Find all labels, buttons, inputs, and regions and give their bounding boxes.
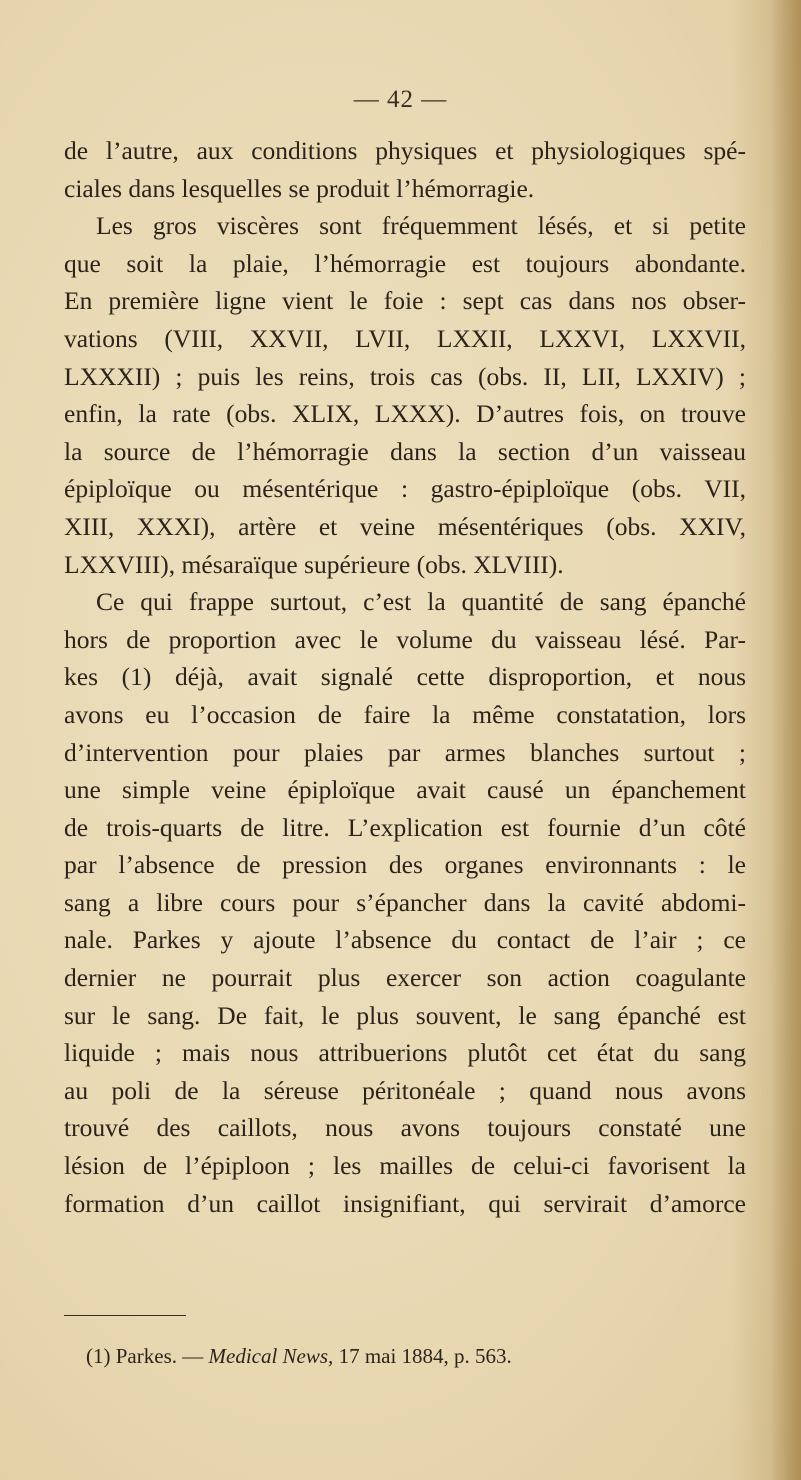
text-line: LXXXII) ; puis les reins, trois cas (obs. II, LII, LXXIV) ; [64,361,746,391]
text-line: ciales dans lesquelles se produit l’hémorragie. [64,173,535,203]
text-line: avons eu l’occasion de faire la même constatation, lors [64,699,746,729]
text-line: la source de l’hémorragie dans la section d’un vaisseau [64,436,746,466]
text-line: liquide ; mais nous attribuerions plutôt cet état du sang [64,1038,746,1068]
footnote [86,1344,512,1369]
footnote-journal: Medical News, [208,1344,334,1368]
footnote-divider [64,1315,186,1316]
text-line: par l’absence de pression des organes environnants : le [64,850,746,880]
text-line: Ce qui frappe surtout, c’est la quantité de sang épanché [96,587,746,617]
text-line: En première ligne vient le foie : sept cas dans nos obser- [64,286,746,316]
text-line: nale. Parkes y ajoute l’absence du contact de l’air ; ce [64,925,746,955]
text-line: Les gros viscères sont fréquemment lésés, et si petite [96,211,746,241]
text-line: enfin, la rate (obs. XLIX, LXXX). D’autres fois, on trouve [64,399,746,429]
text-line: que soit la plaie, l’hémorragie est toujours abondante. [64,248,746,278]
text-line: trouvé des caillots, nous avons toujours constaté une [64,1113,746,1143]
text-line: formation d’un caillot insignifiant, qui servirait d’amorce [64,1188,746,1218]
text-line: hors de proportion avec le volume du vaisseau lésé. Par- [64,624,746,654]
text-line: vations (VIII, XXVII, LVII, LXXII, LXXVI, LXXVII, [64,323,746,353]
text-line: de l’autre, aux conditions physiques et physiologiques spé- [64,136,746,165]
footnote-details: 17 mai 1884, p. 563. [338,1344,512,1368]
text-line: une simple veine épiploïque avait causé un épanchement [64,775,746,805]
text-line: sur le sang. De fait, le plus souvent, le sang épanché est [64,1000,746,1030]
text-line: kes (1) déjà, avait signalé cette disproportion, et nous [64,662,746,692]
body-text [64,132,746,1222]
text-line: de trois-quarts de litre. L’explication est fournie d’un côté [64,812,746,842]
text-line: dernier ne pourrait plus exercer son action coagulante [64,963,746,993]
footnote-marker: (1) [86,1344,111,1368]
text-line: lésion de l’épiploon ; les mailles de celui-ci favorisent la [64,1151,746,1181]
text-line: LXXVIII), mésaraïque supérieure (obs. XLVIII). [64,549,564,579]
text-line: au poli de la séreuse péritonéale ; quand nous avons [64,1075,746,1105]
page-number: — 42 — [353,86,448,113]
text-line: sang a libre cours pour s’épancher dans la cavité abdomi- [64,887,746,917]
page-edge-shadow [771,0,801,1480]
text-line: d’intervention pour plaies par armes blanches surtout ; [64,737,746,767]
text-line: épiploïque ou mésentérique : gastro-épiploïque (obs. VII, [64,474,746,504]
footnote-author: Parkes. — [115,1344,204,1368]
text-line: XIII, XXXI), artère et veine mésentériques (obs. XXIV, [64,511,746,541]
